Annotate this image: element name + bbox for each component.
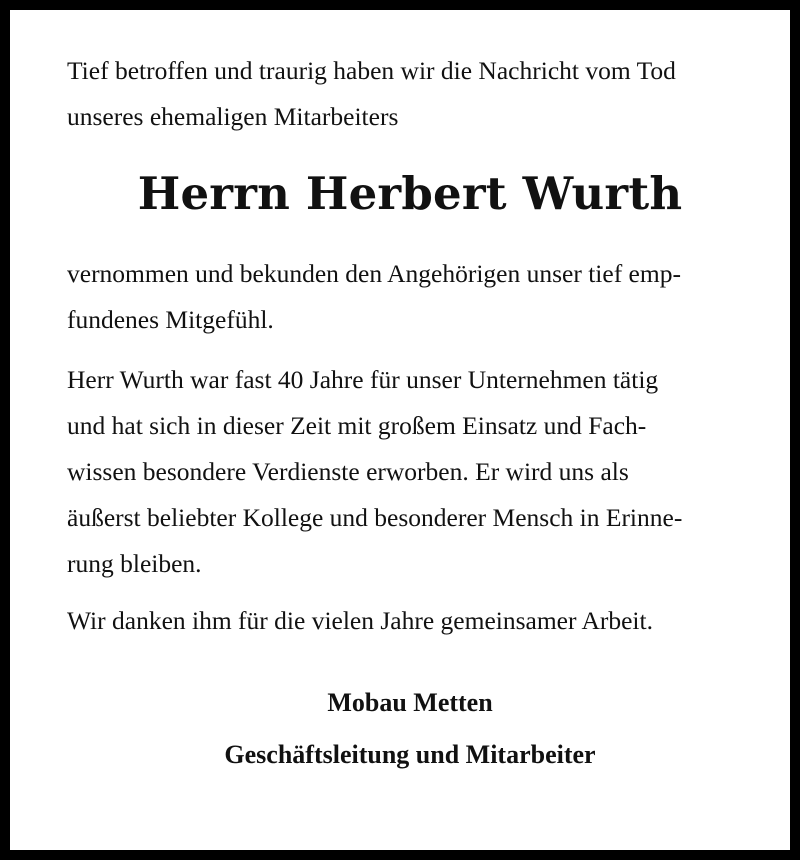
obituary-notice-content: [67, 48, 753, 781]
biography-line: Herr Wurth war fast 40 Jahre für unser Unternehmen tätig: [67, 365, 659, 394]
intro-line: Tief betroffen und traurig haben wir die Nachricht vom Tod: [67, 56, 676, 85]
intro-line: unseres ehemaligen Mitarbeiters: [67, 102, 399, 131]
biography-line: rung bleiben.: [67, 549, 202, 578]
signature-group: Geschäftsleitung und Mitarbeiter: [224, 740, 596, 769]
condolence-line: fundenes Mitgefühl.: [67, 305, 274, 334]
signature-block: [67, 677, 753, 781]
signature-company: Mobau Metten: [327, 688, 493, 717]
intro-paragraph: [67, 48, 753, 140]
biography-line: wissen besondere Verdienste erworben. Er wird uns als: [67, 457, 629, 486]
condolence-paragraph: [67, 251, 753, 343]
thanks-paragraph: Wir danken ihm für die vielen Jahre gemeinsamer Arbeit.: [67, 606, 653, 635]
biography-line: und hat sich in dieser Zeit mit großem Einsatz und Fach-: [67, 411, 647, 440]
biography-paragraph: [67, 357, 753, 587]
deceased-name: Herrn Herbert Wurth: [137, 167, 683, 220]
condolence-line: vernommen und bekunden den Angehörigen unser tief emp-: [67, 259, 681, 288]
biography-line: äußerst beliebter Kollege und besonderer Mensch in Erinne-: [67, 503, 683, 532]
